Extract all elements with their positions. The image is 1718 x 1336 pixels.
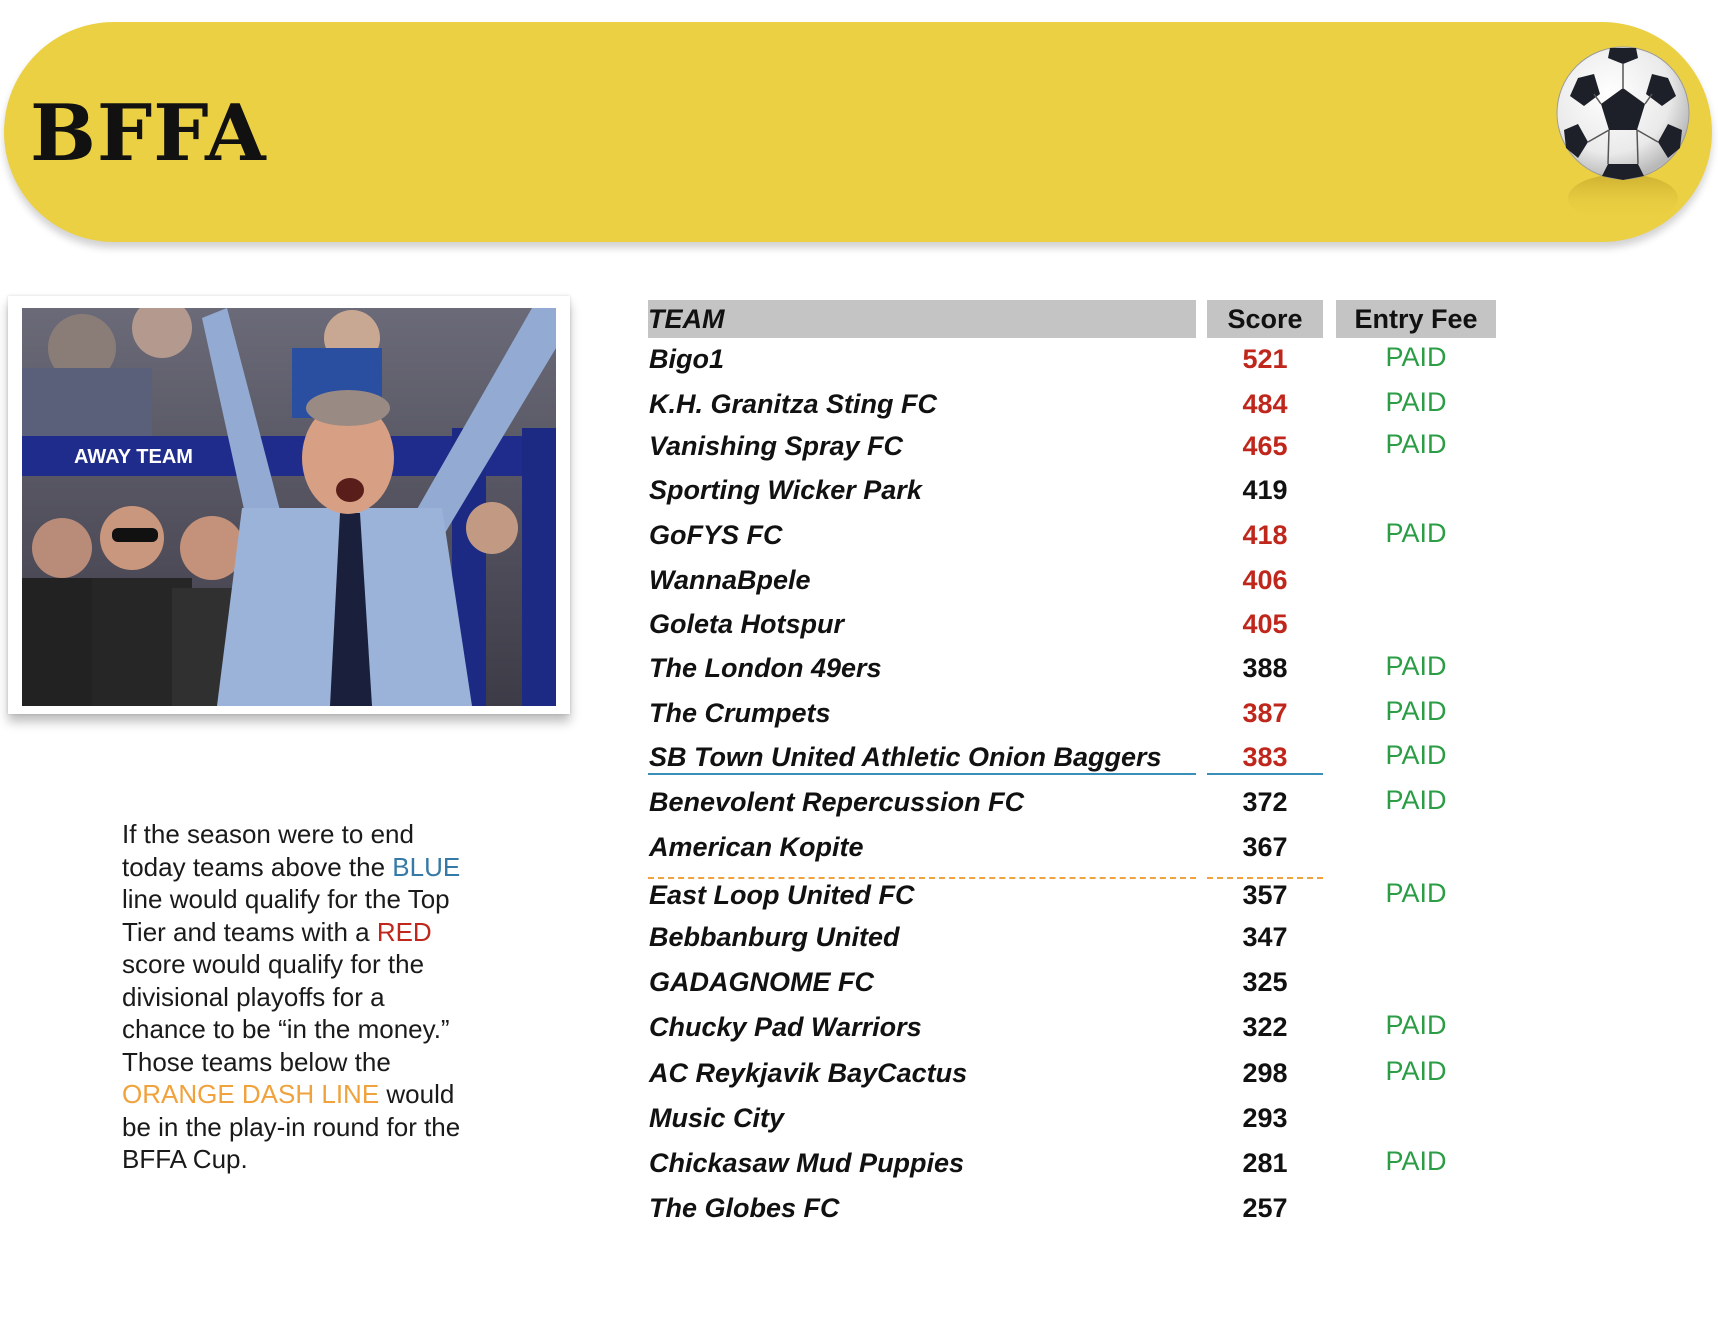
team-name: Bebbanburg United — [649, 922, 900, 952]
team-name: The Globes FC — [649, 1193, 840, 1223]
team-score: 405 — [1242, 609, 1288, 639]
team-score: 383 — [1242, 742, 1288, 772]
team-name: Goleta Hotspur — [649, 609, 845, 639]
team-name: AC Reykjavik BayCactus — [649, 1058, 968, 1088]
celebration-photo — [22, 308, 556, 706]
away-team-sign: AWAY TEAM — [74, 446, 193, 468]
soccer-ball-icon — [1548, 38, 1698, 238]
team-column-header: TEAM — [648, 300, 1196, 338]
team-score: 484 — [1242, 389, 1288, 419]
entry-fee-status: PAID — [1385, 1056, 1447, 1086]
team-score: 357 — [1242, 880, 1288, 910]
team-name: Vanishing Spray FC — [649, 431, 904, 461]
team-score: 281 — [1242, 1148, 1288, 1178]
note-text: score would qualify for the divisional playoffs for a chance to be “in the money.” Those teams below the — [122, 949, 450, 1077]
team-name: Chickasaw Mud Puppies — [649, 1148, 965, 1178]
entry-fee-status: PAID — [1385, 651, 1447, 681]
team-name: The Crumpets — [649, 698, 831, 728]
note-text: line would qualify for the Top Tier and teams with a — [122, 884, 450, 947]
team-name: SB Town United Athletic Onion Baggers — [649, 742, 1162, 772]
entry-fee-status: PAID — [1385, 740, 1447, 770]
team-score: 257 — [1242, 1193, 1288, 1223]
team-score: 419 — [1242, 475, 1288, 505]
team-name: Chucky Pad Warriors — [649, 1012, 922, 1042]
team-name: Sporting Wicker Park — [649, 475, 922, 505]
team-score: 406 — [1242, 565, 1288, 595]
page-title: BFFA — [30, 88, 267, 179]
team-score: 388 — [1242, 653, 1288, 683]
entry-fee-status: PAID — [1385, 785, 1447, 815]
qualification-note — [122, 818, 462, 1176]
team-score: 418 — [1242, 520, 1288, 550]
entry-fee-status: PAID — [1385, 1010, 1447, 1040]
photo-frame — [8, 296, 570, 714]
team-name: Music City — [649, 1103, 785, 1133]
team-name: American Kopite — [649, 832, 864, 862]
top-tier-line — [1207, 773, 1323, 775]
team-name: GoFYS FC — [649, 520, 783, 550]
score-column-header: Score — [1207, 300, 1323, 338]
team-score: 465 — [1242, 431, 1288, 461]
team-name: GADAGNOME FC — [649, 967, 874, 997]
team-name: The London 49ers — [649, 653, 882, 683]
team-score: 372 — [1242, 787, 1288, 817]
team-score: 322 — [1242, 1012, 1288, 1042]
note-text: would be in the play-in round for the BFFA Cup. — [122, 1079, 461, 1174]
team-score: 293 — [1242, 1103, 1288, 1133]
team-name: K.H. Granitza Sting FC — [649, 389, 938, 419]
note-orange-label: ORANGE DASH LINE — [122, 1079, 380, 1109]
entry-fee-status: PAID — [1385, 878, 1447, 908]
top-tier-line — [648, 773, 1196, 775]
note-text: If the season were to end today teams above the — [122, 819, 414, 882]
team-score: 521 — [1242, 344, 1288, 374]
note-red-label: RED — [376, 916, 432, 947]
play-in-dash-line — [648, 877, 1196, 879]
team-name: WannaBpele — [649, 565, 811, 595]
entry-fee-status: PAID — [1385, 696, 1447, 726]
note-blue-label: BLUE — [392, 851, 461, 882]
team-score: 298 — [1242, 1058, 1288, 1088]
entry-fee-status: PAID — [1385, 342, 1447, 372]
entry-fee-status: PAID — [1385, 387, 1447, 417]
team-name: East Loop United FC — [649, 880, 915, 910]
team-name: Bigo1 — [649, 344, 725, 374]
play-in-dash-line — [1207, 877, 1323, 879]
team-score: 347 — [1242, 922, 1288, 952]
team-name: Benevolent Repercussion FC — [649, 787, 1025, 817]
team-score: 367 — [1242, 832, 1288, 862]
team-score: 387 — [1242, 698, 1288, 728]
team-score: 325 — [1242, 967, 1288, 997]
entry-fee-status: PAID — [1385, 518, 1447, 548]
entry-fee-status: PAID — [1385, 429, 1447, 459]
entry-fee-column-header: Entry Fee — [1336, 300, 1496, 338]
entry-fee-status: PAID — [1385, 1146, 1447, 1176]
